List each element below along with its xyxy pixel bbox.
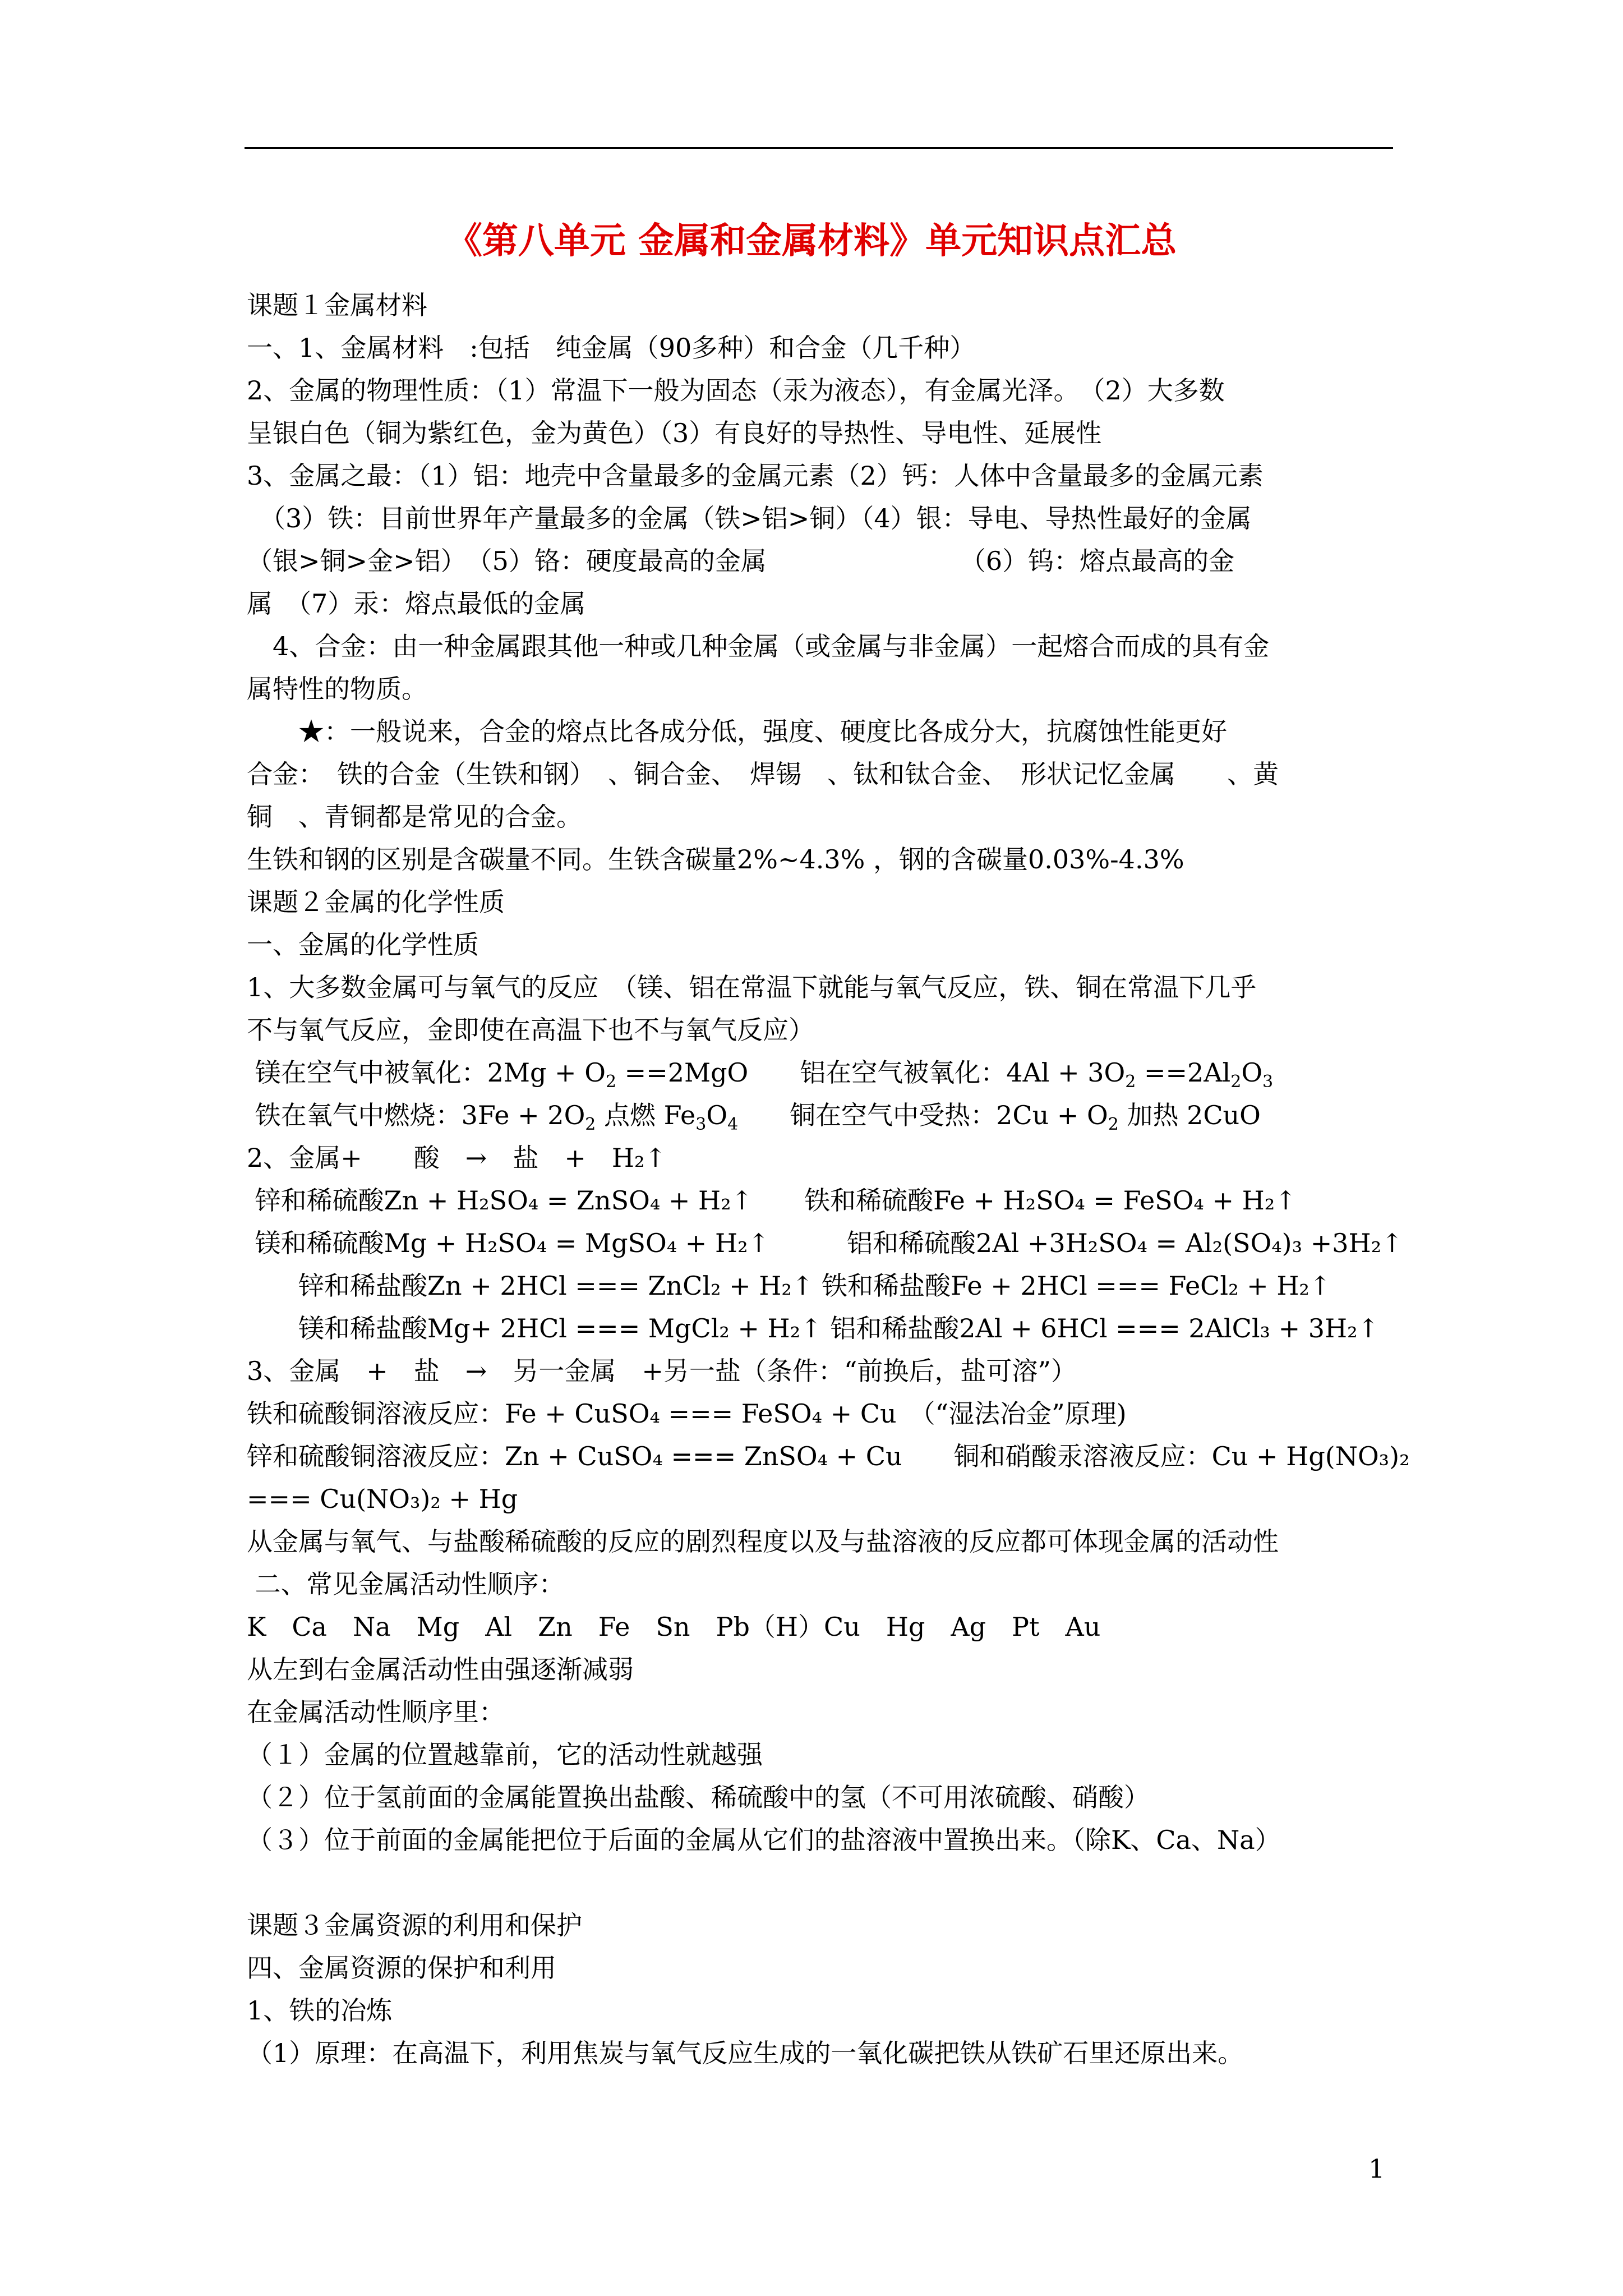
- text-line: 1、铁的冶炼: [247, 1995, 393, 2026]
- equation-line: 镁在空气中被氧化：$2Mg + O_2 ==2MgO$ 铝在空气被氧化：$4Al + 3O_2 ==2Al_2O_3$: [247, 1057, 1274, 1092]
- text-line: 课题２金属的化学性质: [247, 887, 505, 917]
- text-line: 铜 、青铜都是常见的合金。: [247, 802, 582, 832]
- text-line: 2、金属的物理性质：（1）常温下一般为固态（汞为液态），有金属光泽。 （2）大多数: [247, 375, 1225, 406]
- activity-series: K Ca Na Mg Al Zn Fe Sn Pb（H）Cu Hg Ag Pt Au: [247, 1612, 1101, 1642]
- text-line: 生铁和钢的区别是含碳量不同。生铁含碳量2%~4.3% ，钢的含碳量0.03%-4.3%: [247, 844, 1184, 875]
- section-heading: 2、金属+ 酸 → 盐 + H₂↑: [247, 1143, 666, 1173]
- text-line: 在金属活动性顺序里：: [247, 1697, 505, 1727]
- text-line: 4、合金：由一种金属跟其他一种或几种金属（或金属与非金属）一起熔合而成的具有金: [247, 631, 1270, 661]
- text-line: 呈银白色（铜为紫红色，金为黄色）（3）有良好的导热性、导电性、延展性: [247, 418, 1102, 448]
- blank-line: [247, 1861, 1398, 1904]
- document-body: [247, 284, 1410, 2074]
- equation-line: 锌和稀盐酸Zn + 2HCl === ZnCl₂ + H₂↑ 铁和稀盐酸Fe + 2HCl === FeCl₂ + H₂↑: [247, 1271, 1331, 1301]
- text-line: 属 （7）汞：熔点最低的金属: [247, 588, 586, 619]
- text-line: 合金： 铁的合金（生铁和钢） 、铜合金、 焊锡 、钛和钛合金、 形状记忆金属 、黄: [247, 759, 1279, 789]
- text-line: （3）铁：目前世界年产量最多的金属（铁>铝>铜）（4）银：导电、导热性最好的金属: [247, 503, 1252, 533]
- equation-line: === Cu(NO₃)₂ + Hg: [247, 1484, 518, 1514]
- text-line: 1、大多数金属可与氧气的反应 （镁、铝在常温下就能与氧气反应，铁、铜在常温下几乎: [247, 972, 1257, 1002]
- equation-line: 铁和硫酸铜溶液反应：Fe + CuSO₄ === FeSO₄ + Cu （“湿法冶金”原理): [247, 1398, 1127, 1429]
- header-rule: [245, 147, 1393, 149]
- text-line: （银>铜>金>铝） （5）铬：硬度最高的金属 （6）钨：熔点最高的金: [247, 546, 1235, 576]
- equation-line: 锌和稀硫酸Zn + H₂SO₄ = ZnSO₄ + H₂↑ 铁和稀硫酸Fe + H₂SO₄ = FeSO₄ + H₂↑: [247, 1185, 1297, 1216]
- equation-line: 铁在氧气中燃烧：$3Fe + 2O_2$ 点燃 $Fe_3O_4$ 铜在空气中受热：$2Cu + O_2$ 加热 2CuO: [247, 1100, 1261, 1135]
- text-line: 课题３金属资源的利用和保护: [247, 1910, 582, 1940]
- text-line: （１）金属的位置越靠前，它的活动性就越强: [247, 1740, 763, 1770]
- text-line: 一、1、金属材料 :包括 纯金属（90多种）和合金（几千种）: [247, 333, 976, 363]
- text-line: 3、金属之最：（1）铝：地壳中含量最多的金属元素（2）钙：人体中含量最多的金属元素: [247, 461, 1264, 491]
- text-line: 课题１金属材料: [247, 290, 427, 320]
- text-line: （1）原理：在高温下，利用焦炭与氧气反应生成的一氧化碳把铁从铁矿石里还原出来。: [247, 2038, 1244, 2068]
- text-line: 二、常见金属活动性顺序：: [247, 1569, 565, 1599]
- equation-line: 锌和硫酸铜溶液反应：Zn + CuSO₄ === ZnSO₄ + Cu 铜和硝酸汞溶液反应：Cu + Hg(NO₃)₂: [247, 1441, 1410, 1471]
- text-line: 从金属与氧气、与盐酸稀硫酸的反应的剧烈程度以及与盐溶液的反应都可体现金属的活动性: [247, 1526, 1279, 1557]
- text-line: 四、金属资源的保护和利用: [247, 1953, 556, 1983]
- text-line: 不与氧气反应，金即使在高温下也不与氧气反应）: [247, 1015, 814, 1045]
- document-title: 《第八单元 金属和金属材料》单元知识点汇总: [446, 220, 1177, 262]
- equation-line: 镁和稀硫酸Mg + H₂SO₄ = MgSO₄ + H₂↑ 铝和稀硫酸2Al +3H₂SO₄ = Al₂(SO₄)₃ +3H₂↑: [247, 1228, 1403, 1258]
- text-line: 一、金属的化学性质: [247, 930, 479, 960]
- text-line: （３）位于前面的金属能把位于后面的金属从它们的盐溶液中置换出来。（除K、Ca、Na）: [247, 1825, 1281, 1855]
- page-number: 1: [1368, 2154, 1385, 2184]
- text-line: 从左到右金属活动性由强逐渐减弱: [247, 1654, 634, 1685]
- text-line: 3、金属 + 盐 → 另一金属 +另一盐（条件：“前换后，盐可溶”）: [247, 1356, 1077, 1386]
- text-line: （２）位于氢前面的金属能置换出盐酸、稀硫酸中的氢（不可用浓硫酸、硝酸）: [247, 1782, 1150, 1812]
- text-line: ★：一般说来，合金的熔点比各成分低，强度、硬度比各成分大，抗腐蚀性能更好: [247, 716, 1227, 747]
- text-line: 属特性的物质。: [247, 674, 427, 704]
- equation-line: 镁和稀盐酸Mg+ 2HCl === MgCl₂ + H₂↑ 铝和稀盐酸2Al + 6HCl === 2AlCl₃ + 3H₂↑: [247, 1313, 1380, 1343]
